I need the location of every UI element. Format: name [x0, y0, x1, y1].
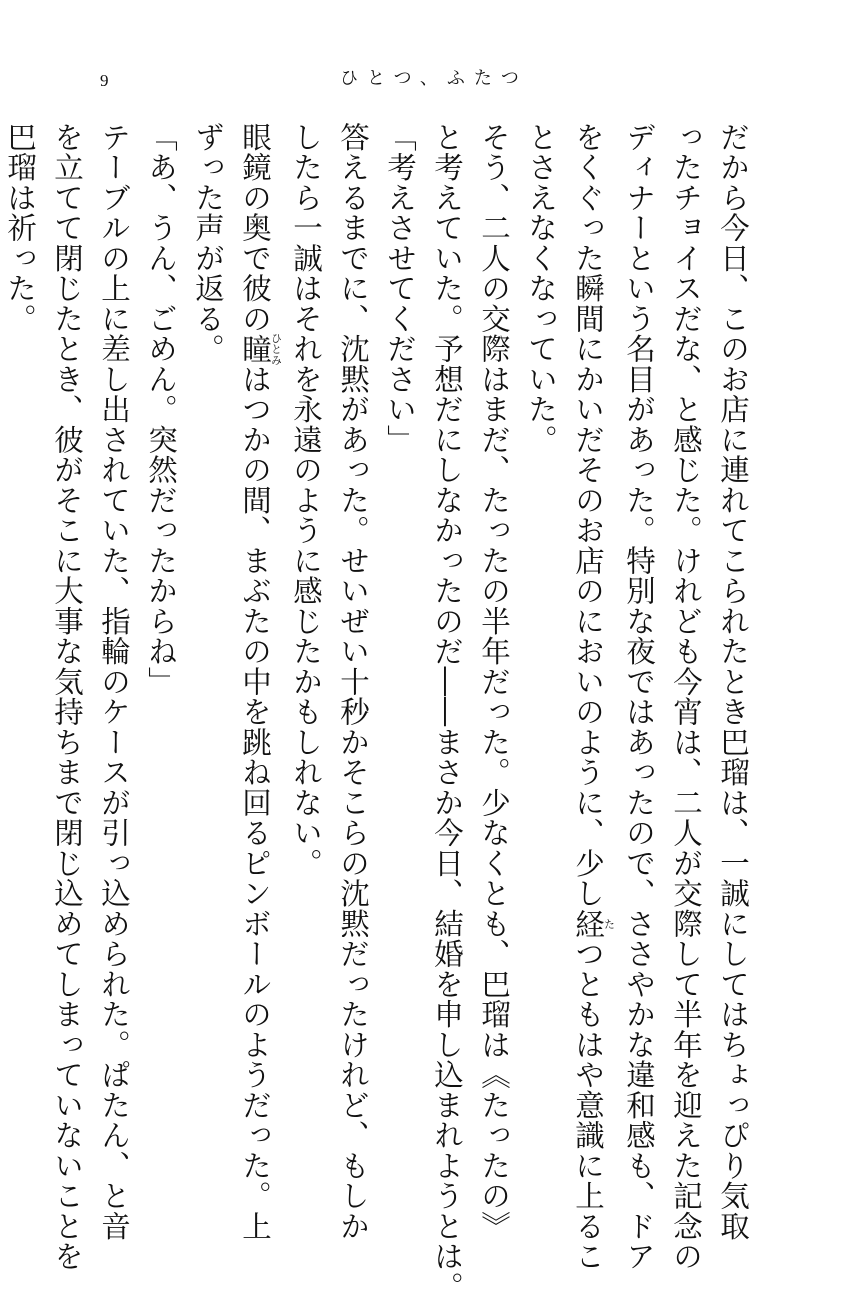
text-line-11-post: はつかの間、まぶたの中を跳ね回るピンボールのようだった。上: [238, 364, 272, 1242]
ruby-base: 瞳: [238, 332, 272, 366]
ruby-annotation: [571, 908, 616, 939]
ruby-annotation: [238, 332, 283, 366]
text-line-11-pre: 眼鏡の奥で彼の: [238, 122, 272, 334]
text-line-3: ディナーという名目があった。特別な夜ではあったので、ささやかな違和感も、ドア: [622, 122, 656, 1272]
text-line-16: 巴瑠は祈った。: [3, 122, 37, 334]
text-line-12: ずった声が返る。: [191, 122, 225, 364]
text-line-1: だから今日、このお店に連れてこられたとき巴瑠は、一誠にしてはちょっぴり気取: [716, 122, 750, 1242]
text-line-6: そう、二人の交際はまだ、たったの半年だった。少なくとも、巴瑠は《たったの》: [477, 122, 511, 1242]
ruby-reading: た: [602, 908, 616, 939]
text-line-4-post: つともはや意識に上るこ: [571, 938, 605, 1272]
page-number: 9: [100, 71, 109, 90]
text-line-4-pre: をくぐった瞬間にかいだそのお店のにおいのように、少し: [571, 122, 605, 909]
text-line-2: ったチョイスだな、と感じた。けれども今宵は、二人が交際して半年を迎えた記念の: [669, 122, 703, 1272]
text-line-13: 「あ、うん、ごめん。突然だったからね」: [144, 122, 178, 697]
text-line-8: 「考えさせてください」: [383, 122, 417, 455]
ruby-reading: ひとみ: [269, 332, 283, 366]
text-line-15: を立てて閉じたとき、彼がそこに大事な気持ちまで閉じ込めてしまっていないことを: [50, 122, 84, 1272]
ruby-base: 経: [571, 908, 605, 939]
running-head: ひとつ、ふたつ: [340, 68, 528, 89]
text-line-10: したら一誠はそれを永遠のように感じたかもしれない。: [289, 122, 323, 879]
text-line-9: 答えるまでに、沈黙があった。せいぜい十秒かそこらの沈黙だったけれど、もしか: [336, 122, 370, 1242]
text-line-4: [564, 122, 616, 1272]
body-text: [3, 122, 756, 1302]
text-line-14: テーブルの上に差し出されていた、指輪のケースが引っ込められた。ぱたん、と音: [97, 122, 131, 1242]
text-line-7: と考えていた。予想だにしなかったのだ――まさか今日、結婚を申し込まれようとは。: [430, 122, 464, 1302]
text-line-5: とさえなくなっていた。: [524, 122, 558, 455]
text-line-11: [231, 122, 283, 1242]
